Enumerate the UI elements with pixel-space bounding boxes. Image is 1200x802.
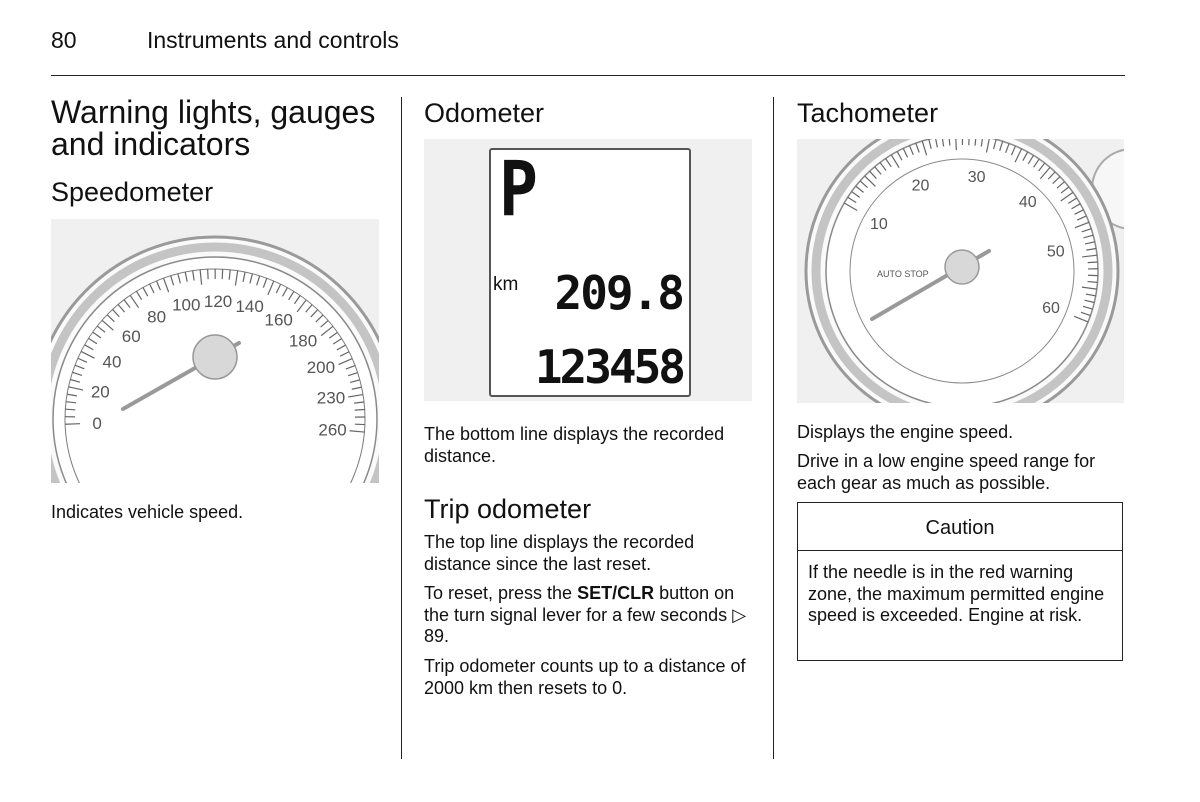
set-clr-label: SET/CLR [577, 583, 655, 603]
speedo-tick-label: 200 [306, 357, 336, 377]
speedo-tick-label: 80 [147, 307, 167, 327]
column-divider-2 [773, 97, 774, 759]
tacho-tick-label: 20 [911, 177, 930, 195]
trip-odometer-heading: Trip odometer [424, 494, 592, 524]
tacho-hub [945, 250, 979, 284]
tacho-tick-label: 60 [1042, 299, 1060, 317]
speedo-tick-label: 180 [288, 331, 318, 351]
header-rule [51, 75, 1125, 76]
column-divider-1 [401, 97, 402, 759]
speedo-tick-label: 140 [235, 297, 264, 317]
total-distance: 123458 [534, 340, 683, 394]
section-title: Instruments and controls [147, 27, 399, 53]
gauge-tick [222, 269, 223, 279]
speedo-tick-label: 230 [316, 388, 346, 408]
gear-indicator: P [499, 144, 538, 233]
tacho-tick-label: 30 [967, 169, 986, 187]
page-number: 80 [51, 27, 77, 53]
odometer-heading: Odometer [424, 98, 545, 128]
gauge-tick [355, 410, 365, 411]
speedometer-heading: Speedometer [51, 177, 214, 207]
speedo-tick-label: 0 [92, 414, 102, 434]
speedo-tick-label: 20 [90, 382, 110, 402]
page-reference[interactable]: 89. [424, 626, 450, 646]
gauge-tick [969, 139, 970, 145]
auto-stop-label: AUTO STOP [877, 269, 929, 279]
speedo-tick-label: 60 [121, 326, 141, 346]
speedo-tick-label: 40 [102, 352, 122, 372]
trip-distance: 209.8 [554, 266, 683, 320]
reset-text-before: To reset, press the [424, 583, 573, 603]
tachometer-text-2: Drive in a low engine speed range for each gear as much as possible. [797, 451, 1096, 493]
speedometer-caption: Indicates vehicle speed. [51, 502, 244, 522]
gauge-tick [956, 139, 957, 150]
speedo-tick-label: 160 [264, 310, 293, 330]
distance-unit: km [493, 274, 519, 295]
speedo-tick-label: 120 [203, 292, 233, 312]
odometer-illustration [424, 139, 752, 401]
tacho-tick-label: 10 [869, 216, 888, 233]
caution-title: Caution [798, 503, 1122, 551]
gauge-tick [65, 424, 80, 425]
caution-text: If the needle is in the red warning zone, the maximum permitted engine speed is exceeded. Engine at risk. [808, 562, 1105, 625]
speedo-tick-label: 100 [172, 295, 201, 315]
odometer-display [489, 144, 691, 397]
speedometer-illustration [51, 219, 379, 483]
speedo-hub [193, 335, 237, 379]
gauge-tick [1088, 282, 1098, 283]
speedo-tick-label: 260 [318, 420, 347, 440]
tachometer-heading: Tachometer [797, 98, 939, 128]
gauge-tick [65, 409, 75, 410]
tachometer-text-1: Displays the engine speed. [797, 422, 1014, 442]
tacho-tick-label: 50 [1046, 243, 1065, 261]
trip-text-2 [424, 583, 759, 648]
trip-text-3: Trip odometer counts up to a distance of 2000 km then resets to 0. [424, 656, 746, 698]
tacho-tick-label: 40 [1018, 194, 1037, 212]
caution-box [797, 502, 1123, 661]
gauge-tick [1088, 262, 1098, 263]
reset-text-after: button on the turn signal lever for a few seconds [424, 583, 735, 625]
odometer-text: The bottom line displays the recorded distance. [424, 424, 725, 466]
tachometer-illustration [797, 139, 1124, 403]
page-ref-arrow-icon: ▷ [732, 604, 747, 625]
trip-text-1: The top line displays the recorded distance since the last reset. [424, 532, 695, 574]
main-heading: Warning lights, gauges and indicators [51, 94, 376, 162]
